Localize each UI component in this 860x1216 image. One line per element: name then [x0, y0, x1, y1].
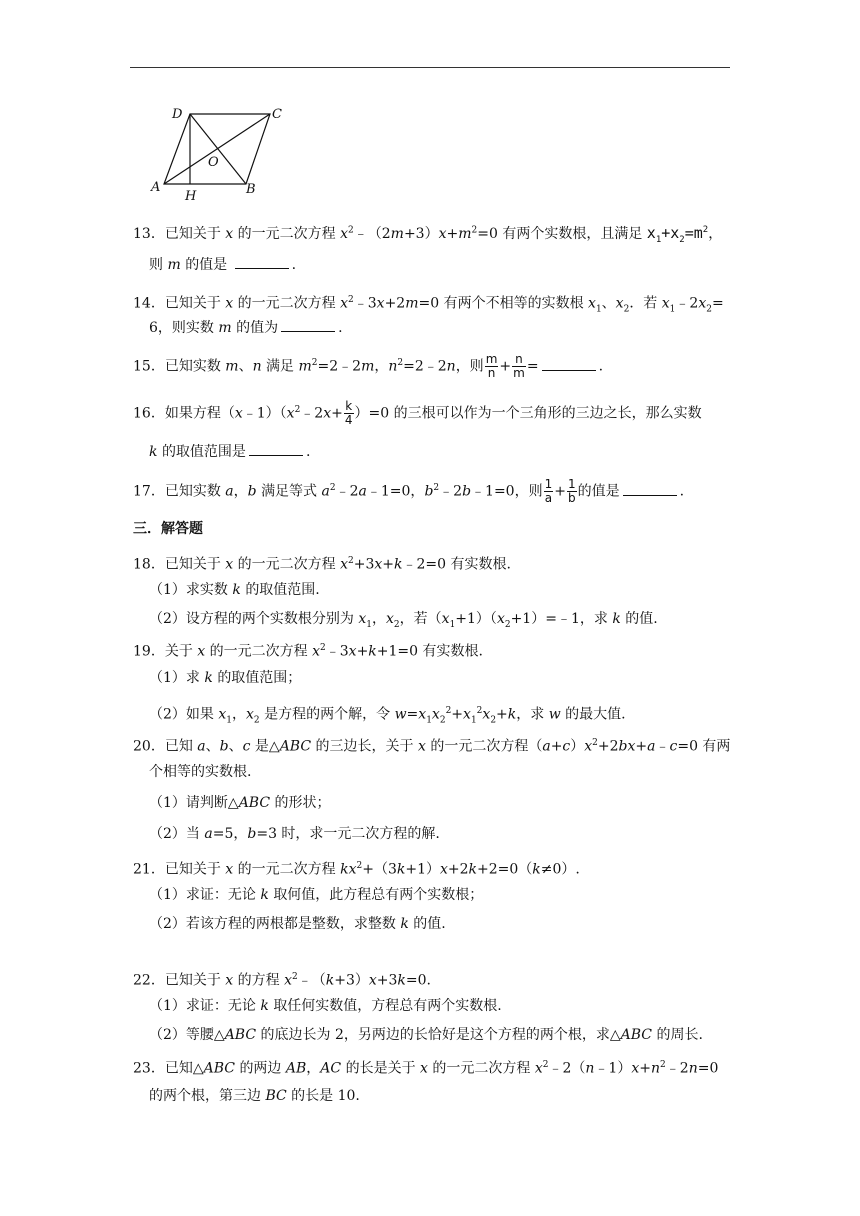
- label-h: H: [185, 189, 197, 200]
- diagonal-ac: [164, 114, 270, 184]
- answer-blank[interactable]: [249, 443, 303, 456]
- fraction-k-over-4: $\frac{k}{4}$: [344, 399, 353, 428]
- question-21-part1: （1）求证：无论 k 取何值，此方程总有两个实数根；: [149, 887, 484, 903]
- label-b: B: [246, 182, 256, 197]
- question-20-stem-line1: 20．已知 a、b、c 是△ABC 的三边长，关于 x 的一元二次方程$(a+c)x^2+2bx+a﹣c=0$ 有两: [133, 738, 731, 755]
- question-18-part2: （2）设方程的两个实数根分别为 $x_1$，$x_2$，若$(x_1+1)(x_2+1)=﹣1$，求 k 的值.: [149, 611, 658, 630]
- answer-blank[interactable]: [281, 319, 335, 332]
- question-22-part2: （2）等腰△ABC 的底边长为 2，另两边的长恰好是这个方程的两个根，求△ABC 的周长.: [149, 1027, 703, 1043]
- question-22-stem: 22．已知关于 x 的方程 $x^2﹣(k+3)x+3k=0$.: [133, 972, 431, 989]
- question-16-line2: k 的取值范围是 .: [149, 444, 311, 460]
- question-16-line1: 16．如果方程$(x﹣1)(x^2﹣2x+$ $\frac{k}{4}$ ）=0 的三根可以作为一个三角形的三边之长，那么实数: [133, 399, 702, 428]
- parallelogram-figure: [150, 100, 290, 200]
- section-heading: 三．解答题: [133, 521, 203, 537]
- question-20-part1: （1）请判断△ABC 的形状；: [149, 795, 331, 811]
- question-20-stem-line2: 个相等的实数根.: [149, 764, 252, 780]
- question-14-line1: 14．已知关于 x 的一元二次方程 $x^2﹣3x+2m=0$ 有两个不相等的实数根 $x_1$、$x_2$．若 $x_1﹣2x_2=$: [133, 295, 724, 315]
- question-19-part2: （2）如果 $x_1$，$x_2$ 是方程的两个解，令 $w=x_1x_2^2+x_1^2x_2+k$，求 w 的最大值.: [149, 706, 626, 726]
- question-18-stem: 18．已知关于 x 的一元二次方程 $x^2+3x+k﹣2=0$ 有实数根.: [133, 556, 511, 573]
- answer-blank[interactable]: [235, 256, 289, 269]
- question-20-part2: （2）当 a=5，b=3 时，求一元二次方程的解.: [149, 826, 440, 842]
- question-22-part1: （1）求证：无论 k 取任何实数值，方程总有两个实数根.: [149, 998, 502, 1014]
- diagonal-bd: [190, 114, 246, 184]
- question-13-line1: 13．已知关于 x 的一元二次方程 $x^2﹣(2m+3)x+m^2=0$ 有两个实数根，且满足 $x_1+x_2=m^2$，: [133, 224, 723, 245]
- label-a: A: [151, 180, 161, 195]
- fraction-1-over-a: $\frac{1}{a}$: [544, 477, 553, 506]
- header-rule: [130, 67, 730, 68]
- question-21-stem: 21．已知关于 x 的一元二次方程 $kx^2+(3k+1)x+2k+2=0(k\ne 0)$.: [133, 861, 580, 878]
- question-23-line1: 23．已知△ABC 的两边 AB，AC 的长是关于 x 的一元二次方程 $x^2﹣2(n﹣1)x+n^2﹣2n=0$: [133, 1060, 719, 1077]
- question-13-line2: 则 m 的值是 .: [149, 257, 297, 273]
- question-18-part1: （1）求实数 k 的取值范围.: [149, 582, 320, 598]
- label-c: C: [272, 107, 282, 122]
- fraction-1-over-b: $\frac{1}{b}$: [567, 477, 576, 506]
- question-21-part2: （2）若该方程的两根都是整数，求整数 k 的值.: [149, 916, 446, 932]
- question-19-part1: （1）求 k 的取值范围；: [149, 670, 302, 686]
- question-23-line2: 的两个根，第三边 BC 的长是 10.: [149, 1088, 360, 1104]
- fraction-n-over-m: $\frac{n}{m}$: [513, 352, 525, 381]
- question-15: 15．已知实数 m、n 满足 $m^2=2﹣2m$，$n^2=2﹣2n$，则 $\frac{m}{n}$ + $\frac{n}{m}$ = .: [133, 352, 604, 381]
- question-17: 17．已知实数 a，b 满足等式 $a^2﹣2a﹣1=0$，$b^2﹣2b﹣1=0$，则 $\frac{1}{a}$ + $\frac{1}{b}$ 的值是 .: [133, 477, 685, 506]
- formula-x1-plus-x2-eq-m2: $x_1+x_2=m^2$: [646, 224, 709, 245]
- question-19-stem: 19．关于 x 的一元二次方程 $x^2﹣3x+k+1=0$ 有实数根.: [133, 643, 483, 660]
- answer-blank[interactable]: [542, 358, 596, 371]
- label-d: D: [172, 107, 183, 122]
- answer-blank[interactable]: [623, 483, 677, 496]
- label-o: O: [208, 155, 219, 170]
- question-14-line2: 6，则实数 m 的值为 .: [149, 320, 343, 336]
- fraction-m-over-n: $\frac{m}{n}$: [485, 352, 498, 381]
